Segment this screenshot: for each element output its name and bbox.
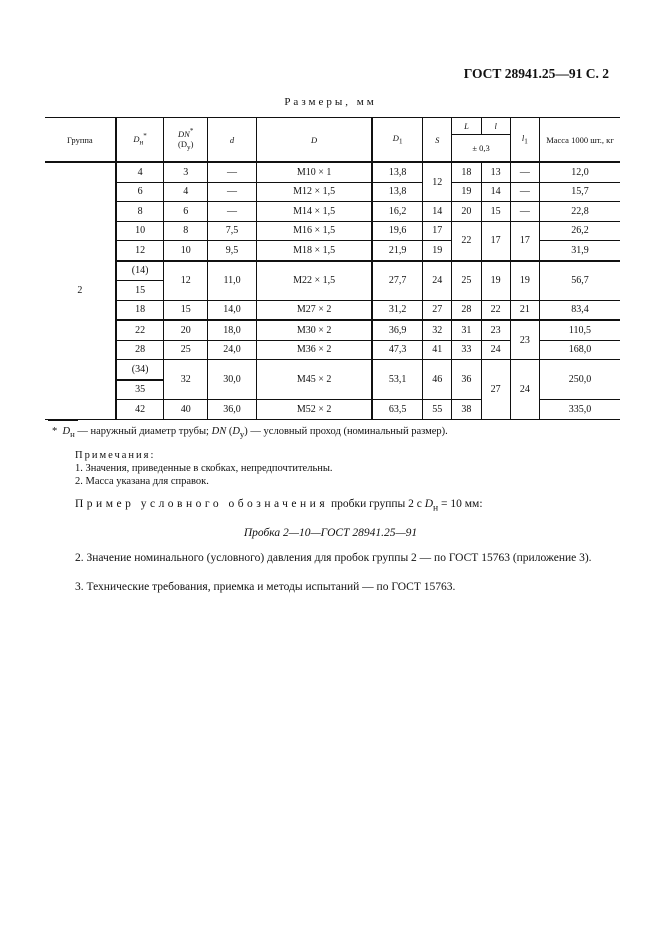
table-cell: 63,5 [372, 400, 422, 420]
note-2: 2. Масса указана для справок. [75, 476, 209, 487]
table-cell: 24,0 [207, 340, 256, 360]
table-row [45, 261, 620, 281]
table-cell: 53,1 [372, 360, 422, 400]
table-cell: 8 [164, 221, 207, 241]
table-cell: 24 [423, 261, 452, 301]
paragraph-2: 2. Значение номинального (условного) давления для пробок группы 2 — по ГОСТ 15763 (приложение 3). [75, 552, 592, 564]
table-row [45, 320, 620, 340]
table-cell: M18 × 1,5 [257, 241, 373, 261]
table-cell: 13,8 [372, 162, 422, 182]
table-cell: 25 [452, 261, 481, 301]
table-cell: 19 [452, 182, 481, 202]
table-cell: (14) [116, 261, 164, 281]
table-cell: 31 [452, 320, 481, 340]
table-cell: 14 [481, 182, 510, 202]
table-cell: M14 × 1,5 [257, 202, 373, 222]
table-cell: 15 [481, 202, 510, 222]
table-cell: 18 [116, 300, 164, 320]
table-cell: 25 [164, 340, 207, 360]
table-cell: 36,0 [207, 400, 256, 420]
table-cell: 4 [164, 182, 207, 202]
table-cell: 23 [510, 320, 539, 360]
table-cell: 14,0 [207, 300, 256, 320]
table-cell: 24 [510, 360, 539, 420]
table-cell: 36 [452, 360, 481, 400]
table-cell: 19 [510, 261, 539, 301]
col-S: S [423, 118, 452, 163]
table-cell: 11,0 [207, 261, 256, 301]
table-cell: — [207, 182, 256, 202]
table-cell: 13 [481, 162, 510, 182]
table-cell: M16 × 1,5 [257, 221, 373, 241]
table-cell: 3 [164, 162, 207, 182]
table-cell: 15 [116, 281, 164, 301]
table-cell: 14 [423, 202, 452, 222]
table-cell: 18,0 [207, 320, 256, 340]
table-cell: 31,9 [540, 241, 621, 261]
table-cell: 38 [452, 400, 481, 420]
table-cell: 20 [452, 202, 481, 222]
footnote: * $D_н$ — наружный диаметр трубы; DN $(D_у)$ — условный проход (номинальный размер). [52, 426, 448, 440]
col-l: l [481, 118, 510, 135]
example-line: Пример условного обозначения пробки группы 2 с $D_н = 10$ мм: [75, 498, 483, 514]
table-cell: 6 [164, 202, 207, 222]
table-cell: 27 [481, 360, 510, 420]
table-cell: M30 × 2 [257, 320, 373, 340]
table-cell: 12 [116, 241, 164, 261]
table-row [45, 162, 620, 182]
table-cell: 27 [423, 300, 452, 320]
table-cell: 21 [510, 300, 539, 320]
table-cell: 33 [452, 340, 481, 360]
table-cell: 22,8 [540, 202, 621, 222]
table-cell: M12 × 1,5 [257, 182, 373, 202]
table-cell: M45 × 2 [257, 360, 373, 400]
table-cell: 32 [164, 360, 207, 400]
table-cell: M36 × 2 [257, 340, 373, 360]
table-cell: 40 [164, 400, 207, 420]
paragraph-3: 3. Технические требования, приемка и методы испытаний — по ГОСТ 15763. [75, 581, 456, 593]
table-cell: 16,2 [372, 202, 422, 222]
table-cell: 36,9 [372, 320, 422, 340]
col-D: D [257, 118, 373, 163]
page-header: ГОСТ 28941.25—91 С. 2 [463, 66, 609, 81]
table-cell: 32 [423, 320, 452, 340]
col-D1: $D_1$ [372, 118, 422, 163]
table-cell: 9,5 [207, 241, 256, 261]
table-cell: — [510, 162, 539, 182]
col-L: L [452, 118, 481, 135]
group-cell: 2 [45, 162, 116, 419]
table-cell: 18 [452, 162, 481, 182]
example-designation: Пробка 2—10—ГОСТ 28941.25—91 [243, 527, 418, 539]
table-cell: 41 [423, 340, 452, 360]
table-cell: 12,0 [540, 162, 621, 182]
table-cell: 17 [510, 221, 539, 261]
table-cell: 35 [116, 380, 164, 400]
table-cell: 30,0 [207, 360, 256, 400]
table-cell: 8 [116, 202, 164, 222]
table-cell: 6 [116, 182, 164, 202]
table-cell: 4 [116, 162, 164, 182]
table-cell: 19,6 [372, 221, 422, 241]
table-cell: 46 [423, 360, 452, 400]
table-cell: M22 × 1,5 [257, 261, 373, 301]
table-row [45, 182, 620, 202]
table-cell: 22 [481, 300, 510, 320]
table-cell: 17 [423, 221, 452, 241]
table-row [45, 221, 620, 241]
table-row [45, 300, 620, 320]
table-cell: — [207, 162, 256, 182]
table-cell: M10 × 1 [257, 162, 373, 182]
table-cell: 27,7 [372, 261, 422, 301]
table-cell: 26,2 [540, 221, 621, 241]
table-cell: — [207, 202, 256, 222]
table-cell: M52 × 2 [257, 400, 373, 420]
col-dn-outer: $D_н^*$ [116, 118, 164, 163]
col-group: Группа [45, 118, 116, 163]
table-cell: 12 [423, 162, 452, 202]
table-cell: 20 [164, 320, 207, 340]
table-cell: 31,2 [372, 300, 422, 320]
table-cell: 13,8 [372, 182, 422, 202]
table-cell: 28 [452, 300, 481, 320]
dimensions-table [45, 117, 620, 420]
table-cell: 28 [116, 340, 164, 360]
table-cell: 10 [116, 221, 164, 241]
table-caption: Размеры, мм [284, 96, 377, 108]
table-cell: 12 [164, 261, 207, 301]
table-cell: 23 [481, 320, 510, 340]
table-cell: 15 [164, 300, 207, 320]
table-cell: — [510, 202, 539, 222]
table-cell: 21,9 [372, 241, 422, 261]
table-cell: 83,4 [540, 300, 621, 320]
table-cell: 168,0 [540, 340, 621, 360]
table-cell: 19 [423, 241, 452, 261]
table-cell: 17 [481, 221, 510, 261]
table-cell: 110,5 [540, 320, 621, 340]
table-row [45, 360, 620, 380]
table-cell: 7,5 [207, 221, 256, 241]
footnote-rule [48, 420, 78, 421]
table-cell: 15,7 [540, 182, 621, 202]
table-cell: 250,0 [540, 360, 621, 400]
table-cell: (34) [116, 360, 164, 380]
table-cell: — [510, 182, 539, 202]
table-cell: 56,7 [540, 261, 621, 301]
notes-title: Примечания: [75, 450, 156, 461]
table-cell: 55 [423, 400, 452, 420]
col-l1: $l_1$ [510, 118, 539, 163]
col-mass: Масса 1000 шт., кг [540, 118, 621, 163]
table-cell: 42 [116, 400, 164, 420]
note-1: 1. Значения, приведенные в скобках, непредпочтительны. [75, 463, 333, 474]
table-cell: 10 [164, 241, 207, 261]
col-d: d [207, 118, 256, 163]
table-cell: 24 [481, 340, 510, 360]
table-cell: 335,0 [540, 400, 621, 420]
table-cell: 22 [452, 221, 481, 261]
table-row [45, 202, 620, 222]
col-tolerance: ± 0,3 [452, 135, 510, 163]
table-cell: M27 × 2 [257, 300, 373, 320]
table-cell: 47,3 [372, 340, 422, 360]
table-cell: 22 [116, 320, 164, 340]
table-cell: 19 [481, 261, 510, 301]
col-dn: DN* $(D_у)$ [164, 118, 207, 163]
